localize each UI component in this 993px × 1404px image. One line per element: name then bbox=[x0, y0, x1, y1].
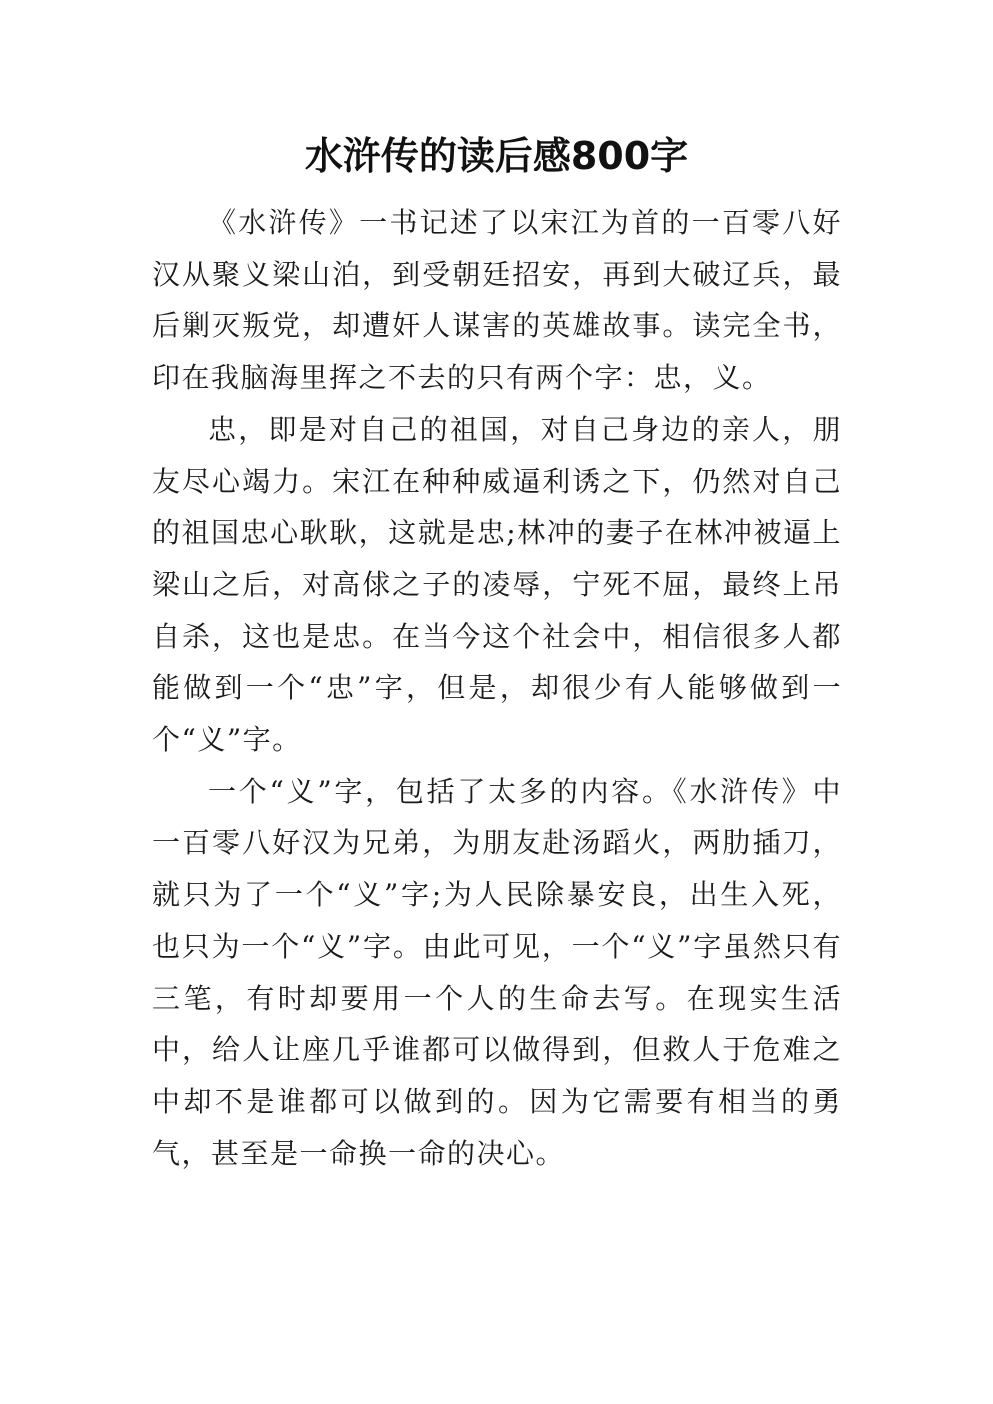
paragraph-1: 《水浒传》一书记述了以宋江为首的一百零八好汉从聚义梁山泊，到受朝廷招安，再到大破辽兵，最后剿灭叛党，却遭奸人谋害的英雄故事。读完全书，印在我脑海里挥之不去的只有两个字：忠，义。 bbox=[152, 206, 842, 395]
paragraph-2: 忠，即是对自己的祖国，对自己身边的亲人，朋友尽心竭力。宋江在种种威逼利诱之下，仍然对自己的祖国忠心耿耿，这就是忠;林冲的妻子在林冲被逼上梁山之后，对高俅之子的凌辱，宁死不屈，最终上吊自杀，这也是忠。在当今这个社会中，相信很多人都能做到一个“忠”字，但是，却很少有人能够做到一个“义”字。 bbox=[152, 412, 842, 757]
paragraph-3: 一个“义”字，包括了太多的内容。《水浒传》中一百零八好汉为兄弟，为朋友赴汤蹈火，两肋插刀，就只为了一个“义”字;为人民除暴安良，出生入死，也只为一个“义”字。由此可见，一个“义”字虽然只有三笔，有时却要用一个人的生命去写。在现实生活中，给人让座几乎谁都可以做得到，但救人于危难之中却不是谁都可以做到的。因为它需要有相当的勇气，甚至是一命换一命的决心。 bbox=[152, 774, 842, 1170]
document-title: 水浒传的读后感800字 bbox=[304, 134, 689, 178]
document-body bbox=[152, 197, 842, 1179]
